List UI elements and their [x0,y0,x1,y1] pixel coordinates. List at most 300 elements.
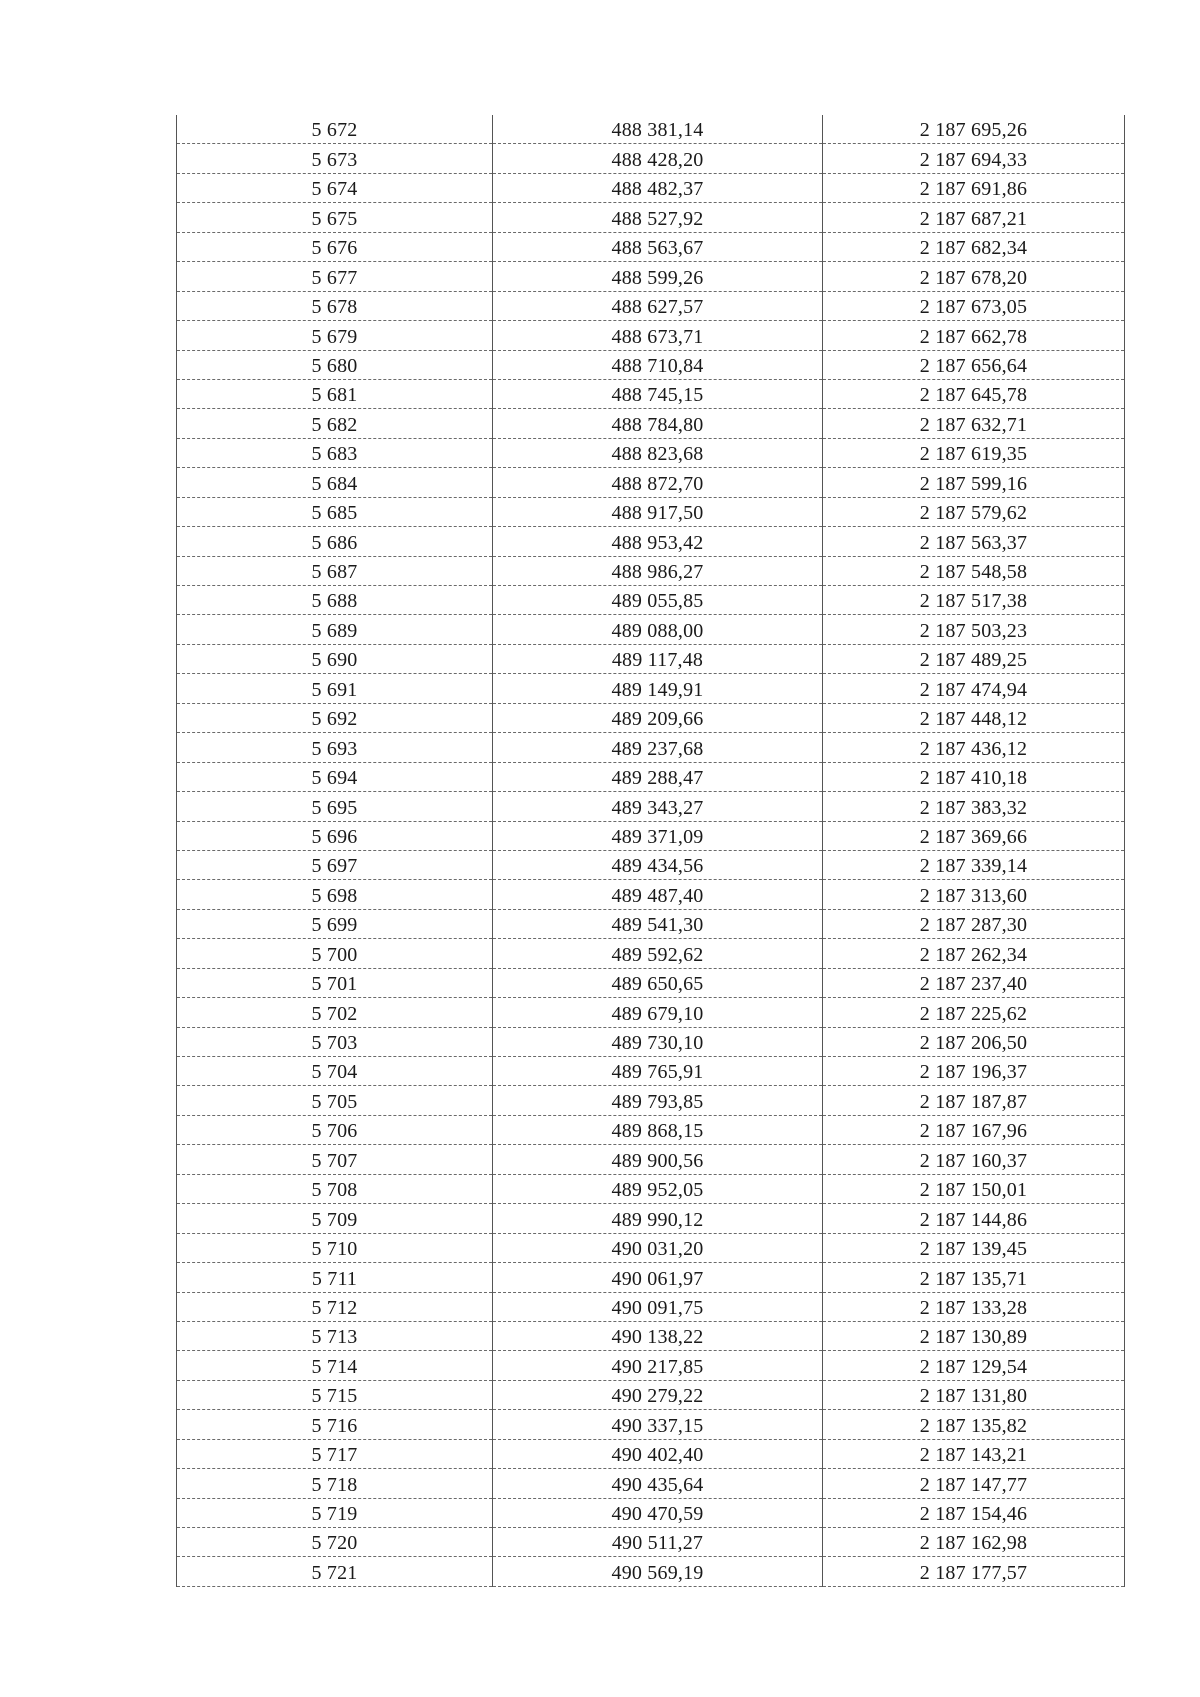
x-coordinate-cell [493,115,823,144]
table-row [177,1115,1125,1144]
y-coordinate-cell [823,1380,1125,1409]
x-coordinate-cell [493,497,823,526]
table-row [177,1174,1125,1203]
point-number-cell [177,291,493,320]
point-number-cell [177,1321,493,1350]
x-coordinate-cell [493,821,823,850]
cell-value: 2 187 694,33 [919,148,1028,171]
y-coordinate-cell [823,939,1125,968]
cell-value: 489 541,30 [611,914,704,937]
cell-value: 2 187 131,80 [919,1385,1028,1408]
x-coordinate-cell [493,1557,823,1586]
y-coordinate-cell [823,762,1125,791]
y-coordinate-cell [823,115,1125,144]
cell-value: 489 434,56 [611,855,704,878]
point-number-cell [177,203,493,232]
table-row [177,733,1125,762]
x-coordinate-cell [493,1351,823,1380]
cell-value: 2 187 135,71 [919,1267,1028,1290]
cell-value: 488 986,27 [611,561,704,583]
point-number-cell [177,1086,493,1115]
cell-value: 489 343,27 [611,796,704,819]
y-coordinate-cell [823,527,1125,556]
y-coordinate-cell [823,1145,1125,1174]
point-number-cell [177,850,493,879]
table-row [177,556,1125,585]
cell-value: 5 691 [311,678,358,701]
cell-value: 488 428,20 [611,148,704,171]
point-number-cell [177,1498,493,1527]
point-number-cell [177,321,493,350]
cell-value: 5 694 [311,767,358,790]
cell-value: 5 679 [311,325,358,348]
x-coordinate-cell [493,1263,823,1292]
cell-value: 5 701 [311,973,358,996]
x-coordinate-cell [493,232,823,261]
table-row [177,232,1125,261]
cell-value: 490 470,59 [611,1503,704,1525]
point-number-cell [177,1233,493,1262]
point-number-cell [177,409,493,438]
y-coordinate-cell [823,379,1125,408]
cell-value: 5 708 [311,1179,358,1202]
cell-value: 489 765,91 [611,1061,704,1084]
y-coordinate-cell [823,438,1125,467]
cell-value: 489 288,47 [611,767,704,790]
cell-value: 489 793,85 [611,1090,704,1113]
x-coordinate-cell [493,1380,823,1409]
cell-value: 5 672 [311,119,358,142]
point-number-cell [177,1115,493,1144]
point-number-cell [177,615,493,644]
table-row [177,1204,1125,1233]
x-coordinate-cell [493,792,823,821]
cell-value: 489 650,65 [611,973,704,996]
cell-value: 488 823,68 [611,443,704,466]
coordinates-table-body [177,115,1125,1586]
point-number-cell [177,1380,493,1409]
y-coordinate-cell [823,497,1125,526]
cell-value: 489 088,00 [611,619,704,642]
x-coordinate-cell [493,998,823,1027]
y-coordinate-cell [823,1292,1125,1321]
x-coordinate-cell [493,1086,823,1115]
x-coordinate-cell [493,144,823,173]
table-row [177,350,1125,379]
coordinates-table [176,115,1125,1587]
cell-value: 5 702 [311,1002,358,1025]
table-row [177,880,1125,909]
table-row [177,939,1125,968]
point-number-cell [177,998,493,1027]
y-coordinate-cell [823,1498,1125,1527]
point-number-cell [177,527,493,556]
cell-value: 2 187 143,21 [919,1444,1028,1467]
cell-value: 2 187 448,12 [919,708,1028,731]
point-number-cell [177,586,493,615]
x-coordinate-cell [493,1292,823,1321]
table-row [177,1498,1125,1527]
cell-value: 5 677 [311,266,358,289]
y-coordinate-cell [823,1115,1125,1144]
cell-value: 2 187 579,62 [919,502,1028,525]
point-number-cell [177,821,493,850]
table-row [177,586,1125,615]
y-coordinate-cell [823,792,1125,821]
y-coordinate-cell [823,1057,1125,1086]
x-coordinate-cell [493,1027,823,1056]
x-coordinate-cell [493,1057,823,1086]
y-coordinate-cell [823,644,1125,673]
x-coordinate-cell [493,880,823,909]
cell-value: 2 187 503,23 [919,619,1028,642]
cell-value: 2 187 687,21 [919,207,1028,230]
cell-value: 5 693 [311,737,358,760]
cell-value: 5 706 [311,1120,358,1143]
y-coordinate-cell [823,968,1125,997]
point-number-cell [177,939,493,968]
cell-value: 489 117,48 [611,649,704,672]
cell-value: 5 721 [311,1561,358,1584]
cell-value: 5 697 [311,855,358,878]
cell-value: 489 592,62 [611,943,704,966]
cell-value: 5 683 [311,443,358,466]
table-row [177,821,1125,850]
x-coordinate-cell [493,350,823,379]
point-number-cell [177,556,493,585]
point-number-cell [177,909,493,938]
cell-value: 5 703 [311,1032,358,1054]
point-number-cell [177,1469,493,1498]
cell-value: 5 698 [311,884,358,907]
y-coordinate-cell [823,1557,1125,1586]
cell-value: 5 720 [311,1532,358,1555]
point-number-cell [177,968,493,997]
point-number-cell [177,497,493,526]
cell-value: 490 091,75 [611,1296,704,1319]
cell-value: 489 237,68 [611,737,704,760]
x-coordinate-cell [493,1410,823,1439]
cell-value: 5 674 [311,178,358,201]
y-coordinate-cell [823,1439,1125,1468]
point-number-cell [177,144,493,173]
y-coordinate-cell [823,556,1125,585]
table-row [177,1027,1125,1056]
table-row [177,291,1125,320]
cell-value: 488 673,71 [611,325,704,348]
x-coordinate-cell [493,850,823,879]
table-row [177,1057,1125,1086]
x-coordinate-cell [493,262,823,291]
y-coordinate-cell [823,1528,1125,1557]
cell-value: 488 710,84 [611,354,704,377]
table-row [177,1263,1125,1292]
cell-value: 490 337,15 [611,1414,704,1437]
table-row [177,1292,1125,1321]
x-coordinate-cell [493,674,823,703]
cell-value: 489 679,10 [611,1002,704,1025]
cell-value: 2 187 410,18 [919,767,1028,790]
cell-value: 5 696 [311,825,358,848]
cell-value: 2 187 150,01 [919,1179,1028,1202]
cell-value: 488 527,92 [611,207,704,230]
cell-value: 2 187 206,50 [919,1032,1028,1054]
cell-value: 5 712 [311,1296,358,1319]
cell-value: 2 187 129,54 [919,1355,1028,1378]
cell-value: 5 681 [311,384,358,407]
y-coordinate-cell [823,232,1125,261]
cell-value: 2 187 517,38 [919,590,1028,613]
x-coordinate-cell [493,1439,823,1468]
y-coordinate-cell [823,1469,1125,1498]
table-row [177,262,1125,291]
table-row [177,1351,1125,1380]
cell-value: 2 187 147,77 [919,1473,1028,1496]
cell-value: 2 187 474,94 [919,678,1028,701]
cell-value: 488 784,80 [611,413,704,436]
y-coordinate-cell [823,998,1125,1027]
table-row [177,998,1125,1027]
cell-value: 5 695 [311,796,358,819]
y-coordinate-cell [823,262,1125,291]
cell-value: 489 055,85 [611,590,704,613]
table-row [177,527,1125,556]
cell-value: 488 953,42 [611,531,704,554]
cell-value: 488 482,37 [611,178,704,201]
y-coordinate-cell [823,409,1125,438]
table-row [177,762,1125,791]
y-coordinate-cell [823,880,1125,909]
cell-value: 5 678 [311,296,358,319]
cell-value: 2 187 162,98 [919,1532,1028,1555]
cell-value: 5 682 [311,413,358,436]
table-row [177,1439,1125,1468]
x-coordinate-cell [493,1204,823,1233]
cell-value: 5 673 [311,148,358,171]
cell-value: 2 187 656,64 [919,354,1028,377]
x-coordinate-cell [493,703,823,732]
x-coordinate-cell [493,615,823,644]
y-coordinate-cell [823,1321,1125,1350]
cell-value: 5 685 [311,502,358,525]
table-row [177,379,1125,408]
cell-value: 2 187 662,78 [919,325,1028,348]
y-coordinate-cell [823,1174,1125,1203]
cell-value: 5 687 [311,561,358,583]
x-coordinate-cell [493,968,823,997]
cell-value: 5 704 [311,1061,358,1084]
cell-value: 488 872,70 [611,472,704,495]
y-coordinate-cell [823,291,1125,320]
cell-value: 5 705 [311,1090,358,1113]
table-row [177,409,1125,438]
point-number-cell [177,1528,493,1557]
cell-value: 489 149,91 [611,678,704,701]
x-coordinate-cell [493,291,823,320]
point-number-cell [177,703,493,732]
y-coordinate-cell [823,615,1125,644]
point-number-cell [177,762,493,791]
table-row [177,968,1125,997]
cell-value: 2 187 139,45 [919,1238,1028,1261]
table-row [177,144,1125,173]
point-number-cell [177,232,493,261]
cell-value: 488 381,14 [611,119,704,142]
y-coordinate-cell [823,1410,1125,1439]
table-row [177,173,1125,202]
cell-value: 2 187 130,89 [919,1326,1028,1349]
cell-value: 488 563,67 [611,237,704,260]
table-row [177,1410,1125,1439]
cell-value: 2 187 678,20 [919,266,1028,289]
table-row [177,615,1125,644]
table-row [177,703,1125,732]
cell-value: 2 187 383,32 [919,796,1028,819]
x-coordinate-cell [493,1321,823,1350]
y-coordinate-cell [823,909,1125,938]
cell-value: 2 187 196,37 [919,1061,1028,1084]
cell-value: 5 714 [311,1355,358,1378]
point-number-cell [177,1292,493,1321]
table-row [177,1233,1125,1262]
cell-value: 490 031,20 [611,1238,704,1261]
point-number-cell [177,1174,493,1203]
cell-value: 2 187 160,37 [919,1149,1028,1172]
x-coordinate-cell [493,762,823,791]
cell-value: 2 187 187,87 [919,1090,1028,1113]
x-coordinate-cell [493,203,823,232]
cell-value: 488 599,26 [611,266,704,289]
y-coordinate-cell [823,1027,1125,1056]
x-coordinate-cell [493,556,823,585]
table-row [177,321,1125,350]
cell-value: 2 187 339,14 [919,855,1028,878]
cell-value: 2 187 619,35 [919,443,1028,466]
cell-value: 488 917,50 [611,502,704,525]
cell-value: 2 187 548,58 [919,561,1028,583]
cell-value: 490 569,19 [611,1561,704,1584]
cell-value: 2 187 154,46 [919,1503,1028,1525]
cell-value: 2 187 599,16 [919,472,1028,495]
cell-value: 490 061,97 [611,1267,704,1290]
table-row [177,497,1125,526]
y-coordinate-cell [823,321,1125,350]
cell-value: 5 675 [311,207,358,230]
point-number-cell [177,1145,493,1174]
table-row [177,1557,1125,1586]
cell-value: 5 684 [311,472,358,495]
cell-value: 2 187 177,57 [919,1561,1028,1584]
cell-value: 5 719 [311,1503,358,1525]
table-row [177,203,1125,232]
y-coordinate-cell [823,173,1125,202]
cell-value: 489 952,05 [611,1179,704,1202]
point-number-cell [177,379,493,408]
table-row [177,468,1125,497]
y-coordinate-cell [823,1086,1125,1115]
cell-value: 2 187 167,96 [919,1120,1028,1143]
table-row [177,115,1125,144]
cell-value: 2 187 133,28 [919,1296,1028,1319]
cell-value: 2 187 225,62 [919,1002,1028,1025]
y-coordinate-cell [823,821,1125,850]
point-number-cell [177,173,493,202]
x-coordinate-cell [493,1174,823,1203]
cell-value: 2 187 287,30 [919,914,1028,937]
cell-value: 489 900,56 [611,1149,704,1172]
cell-value: 5 690 [311,649,358,672]
cell-value: 490 279,22 [611,1385,704,1408]
point-number-cell [177,1351,493,1380]
cell-value: 2 187 563,37 [919,531,1028,554]
x-coordinate-cell [493,586,823,615]
table-row [177,792,1125,821]
cell-value: 490 435,64 [611,1473,704,1496]
cell-value: 2 187 369,66 [919,825,1028,848]
table-row [177,1086,1125,1115]
point-number-cell [177,880,493,909]
cell-value: 490 217,85 [611,1355,704,1378]
x-coordinate-cell [493,409,823,438]
x-coordinate-cell [493,1469,823,1498]
cell-value: 2 187 135,82 [919,1414,1028,1437]
point-number-cell [177,350,493,379]
table-row [177,1528,1125,1557]
cell-value: 490 511,27 [611,1532,704,1555]
cell-value: 2 187 237,40 [919,973,1028,996]
y-coordinate-cell [823,586,1125,615]
x-coordinate-cell [493,1115,823,1144]
cell-value: 5 700 [311,943,358,966]
cell-value: 5 699 [311,914,358,937]
table-row [177,438,1125,467]
table-row [177,909,1125,938]
cell-value: 489 371,09 [611,825,704,848]
cell-value: 490 138,22 [611,1326,704,1349]
point-number-cell [177,733,493,762]
cell-value: 5 676 [311,237,358,260]
point-number-cell [177,674,493,703]
table-row [177,1469,1125,1498]
y-coordinate-cell [823,1351,1125,1380]
point-number-cell [177,115,493,144]
point-number-cell [177,1439,493,1468]
cell-value: 2 187 144,86 [919,1208,1028,1231]
cell-value: 490 402,40 [611,1444,704,1467]
cell-value: 5 716 [311,1414,358,1437]
cell-value: 489 730,10 [611,1032,704,1054]
point-number-cell [177,1057,493,1086]
point-number-cell [177,1263,493,1292]
point-number-cell [177,792,493,821]
cell-value: 5 711 [311,1267,358,1290]
cell-value: 5 713 [311,1326,358,1349]
cell-value: 5 715 [311,1385,358,1408]
cell-value: 5 686 [311,531,358,554]
cell-value: 2 187 313,60 [919,884,1028,907]
point-number-cell [177,644,493,673]
y-coordinate-cell [823,733,1125,762]
cell-value: 2 187 645,78 [919,384,1028,407]
y-coordinate-cell [823,144,1125,173]
y-coordinate-cell [823,703,1125,732]
x-coordinate-cell [493,1528,823,1557]
point-number-cell [177,1410,493,1439]
x-coordinate-cell [493,1498,823,1527]
cell-value: 489 487,40 [611,884,704,907]
point-number-cell [177,1557,493,1586]
point-number-cell [177,468,493,497]
